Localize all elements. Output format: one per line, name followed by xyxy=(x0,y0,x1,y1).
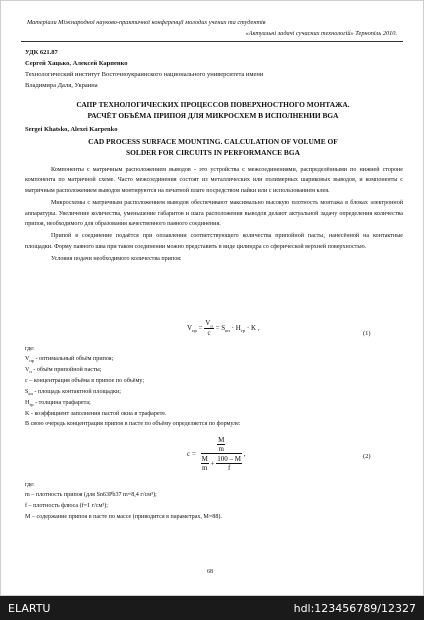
title-en-line1: CAD PROCESS SURFACE MOUNTING. CALCULATION OF VOLUME OF xyxy=(88,137,338,146)
intro-eq2: В свою очередь концентрация припоя в пасте по объёму определяется по формуле: xyxy=(25,421,241,427)
eq2-fraction: $\frac{M}{m}$ $\frac{M}{m}$ + $\frac{100 - M}{f}$ xyxy=(201,436,241,472)
equation-2: c = $\frac{M}{m}$ $\frac{M}{m}$ + $\frac{100 - M}{f}$ , xyxy=(187,436,246,472)
conference-header-line1: Матеріали Міжнародної науково-практичної конференції молодих учених та студентів xyxy=(27,19,266,26)
title-ru-line1: САПР ТЕХНОЛОГИЧЕСКИХ ПРОЦЕССОВ ПОВЕРХНОСТНОГО МОНТАЖА. xyxy=(76,100,350,109)
header-rule xyxy=(21,41,403,42)
eq1-lhs: V xyxy=(187,323,193,332)
paragraph: Условия подачи необходимого количества припоя: xyxy=(51,256,182,263)
page-number: 68 xyxy=(207,569,214,575)
definition-line: $V_п$ - объём припойной пасты; xyxy=(25,367,102,375)
definition-line: K - коэффициент заполнения пастой окна в трафарете. xyxy=(25,411,167,417)
definition-line: с – концентрация объёма в припое по объёму; xyxy=(25,378,145,384)
udk-code: УДК 621.87 xyxy=(25,49,58,56)
equation-2-number: (2) xyxy=(363,453,371,460)
paragraph: Припой в соединение подаётся при оплавлении соответствующего количества припойной пасты, нанесённой на контактные площадки. Форму паяного шва при таком соединении можно представить в виде цилиндра со сферической верхней поверхностью. xyxy=(25,233,403,250)
equation-1: $V_{пр}$ = $\frac{V_п}{c}$ = $S_{кп} \cdot H_{тр} \cdot K$ , xyxy=(187,319,260,338)
authors-ru: Сергей Хацько, Алексей Карпенко xyxy=(25,60,128,67)
title-ru-line2: РАСЧЁТ ОБЪЁМА ПРИПОЯ ДЛЯ МИКРОСХЕМ В ИСПОЛНЕНИИ BGA xyxy=(87,111,339,120)
paragraph: Компоненты с матричным расположением выводов - это устройства с межсоединениями, распределёнными по нижней стороне компонента по матричной схеме. Часто межсоединения состоят из металлических или полимерных шариковых выводов, и компоненты с матричным расположением выводов монтируются на печатной плате посредством пайки или с использованием клея. xyxy=(25,167,403,194)
where-label: где: xyxy=(25,482,35,488)
authors-en: Sergei Khatsko, Alexei Karpenko xyxy=(25,126,118,133)
equation-1-number: (1) xyxy=(363,330,371,337)
viewer-footer-bar xyxy=(0,598,424,620)
definition-line: $V_{пр}$ - оптимальный объём припоя; xyxy=(25,356,114,364)
eq1-fraction: $\frac{V_п}{c}$ xyxy=(205,319,213,338)
conference-header-line2: «Актуальні задачі сучасних технологій» Тернопіль 2010. xyxy=(245,30,397,37)
definition-line: f – плотность флюса (f=1 г/см³); xyxy=(25,503,108,509)
paragraph: Микросхемы с матричным расположением выводов обеспечивают максимально высокую плотность монтажа в блоках электронной аппаратуры. Увеличение количества, уменьшение габаритов и шага расположения выводов делают актуальной задачу определения количества припоя, необходимого для образования качественного паяного соединения. xyxy=(25,200,403,228)
repository-label: ELARTU xyxy=(8,602,51,615)
definition-line: m – плотность припоя (для Sn63Pb37 m=8,4 г/см³); xyxy=(25,492,157,498)
affiliation-line1: Технологический институт Восточноукраинского национального университета имени xyxy=(25,71,264,78)
body-text xyxy=(25,165,403,265)
title-en-line2: SOLDER FOR CIRCUITS IN PERFORMANCE BGA xyxy=(126,148,300,157)
definition-line: $H_{тр}$ - толщина трафарета; xyxy=(25,400,91,408)
affiliation-line2: Владимира Даля, Украина xyxy=(25,82,98,89)
handle-link[interactable]: hdl:123456789/12327 xyxy=(293,602,416,615)
where-label: где: xyxy=(25,346,35,352)
definition-line: M – содержание припоя в пасте по массе (приводится в параметрах, M=88). xyxy=(25,514,222,520)
definition-line: $S_{кп}$ - площадь контактной площадки; xyxy=(25,389,121,397)
